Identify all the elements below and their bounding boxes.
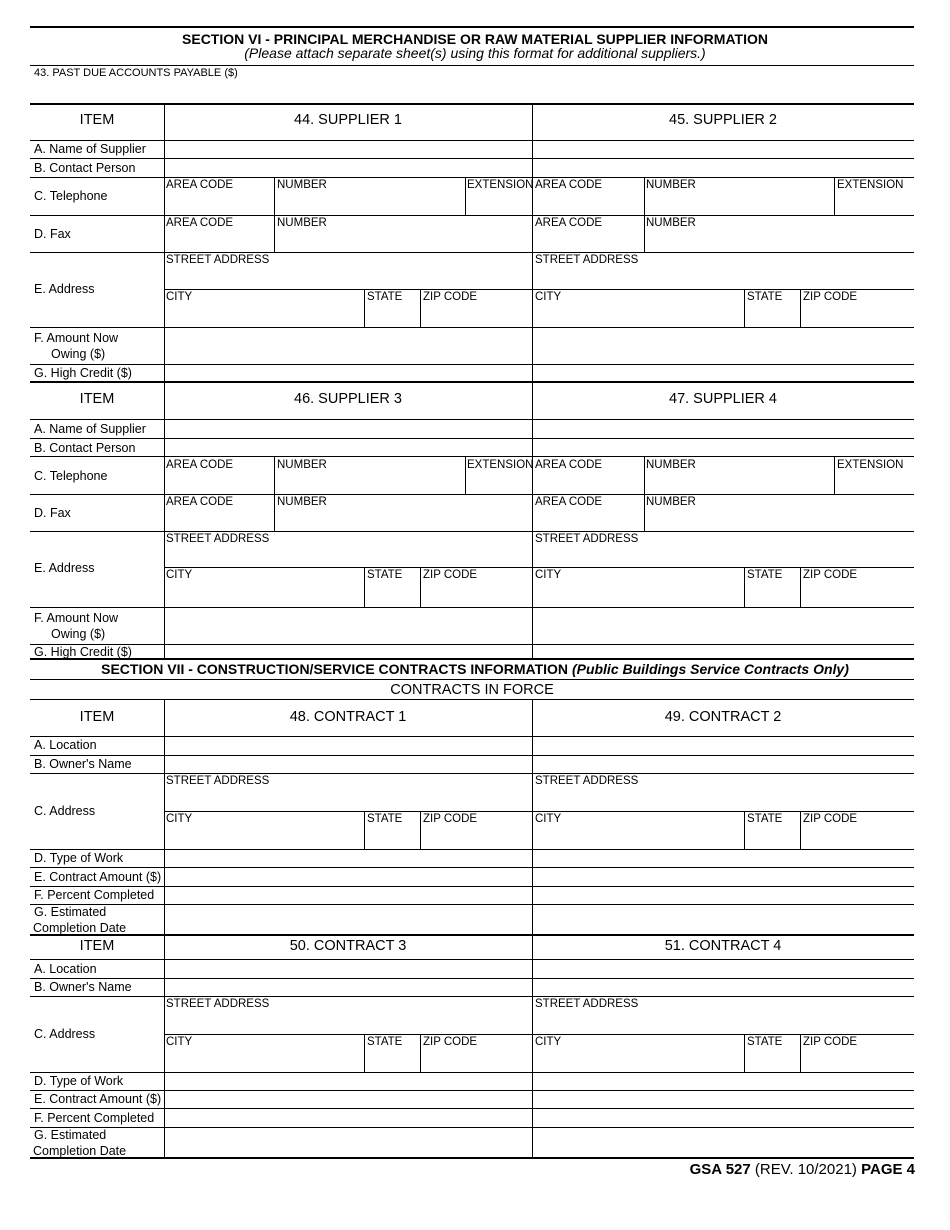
state-caption: STATE bbox=[747, 813, 783, 825]
row-line bbox=[30, 140, 914, 141]
row-estimated-completion-date bbox=[34, 905, 126, 935]
block-rule bbox=[30, 934, 914, 936]
number-caption: NUMBER bbox=[646, 459, 696, 471]
street-address-caption: STREET ADDRESS bbox=[166, 254, 270, 266]
address-divider bbox=[164, 1034, 914, 1035]
supplier-2-header: 45. SUPPLIER 2 bbox=[669, 112, 777, 128]
row-line bbox=[30, 644, 914, 645]
state-caption: STATE bbox=[367, 569, 403, 581]
row-contract-amount: E. Contract Amount ($) bbox=[34, 870, 162, 884]
row-line bbox=[30, 327, 914, 328]
row-percent-completed: F. Percent Completed bbox=[34, 1111, 155, 1125]
row-name-of-supplier: A. Name of Supplier bbox=[34, 142, 146, 156]
row-line bbox=[30, 419, 914, 420]
cell-divider bbox=[420, 567, 421, 607]
contracts-in-force-header: CONTRACTS IN FORCE bbox=[390, 682, 554, 698]
section7-divider bbox=[30, 699, 914, 700]
cell-divider bbox=[834, 456, 835, 494]
row-estimated-completion-date bbox=[34, 1128, 126, 1158]
city-caption: CITY bbox=[535, 813, 562, 825]
row-percent-completed: F. Percent Completed bbox=[34, 888, 155, 902]
top-rule bbox=[30, 26, 914, 28]
header-divider bbox=[30, 65, 914, 66]
row-line bbox=[30, 736, 914, 737]
city-caption: CITY bbox=[535, 291, 562, 303]
cell-divider bbox=[644, 177, 645, 215]
cell-divider bbox=[364, 811, 365, 849]
extension-caption: EXTENSION bbox=[467, 459, 534, 471]
row-address: E. Address bbox=[34, 282, 95, 296]
column-divider bbox=[164, 381, 165, 659]
row-type-of-work: D. Type of Work bbox=[34, 851, 124, 865]
row-line bbox=[30, 456, 914, 457]
number-caption: NUMBER bbox=[277, 217, 327, 229]
city-caption: CITY bbox=[535, 1036, 562, 1048]
cell-divider bbox=[420, 289, 421, 327]
zip-code-caption: ZIP CODE bbox=[803, 569, 858, 581]
city-caption: CITY bbox=[166, 1036, 193, 1048]
cell-divider bbox=[364, 1034, 365, 1072]
cell-divider bbox=[744, 811, 745, 849]
state-caption: STATE bbox=[747, 291, 783, 303]
row-contract-amount: E. Contract Amount ($) bbox=[34, 1092, 162, 1106]
section6-title: SECTION VI - PRINCIPAL MERCHANDISE OR RAW MATERIAL SUPPLIER INFORMATION bbox=[182, 31, 768, 47]
state-caption: STATE bbox=[367, 1036, 403, 1048]
row-line bbox=[30, 252, 914, 253]
row-line bbox=[30, 1108, 914, 1109]
cell-divider bbox=[800, 289, 801, 327]
cell-divider bbox=[744, 1034, 745, 1072]
section7-divider bbox=[30, 679, 914, 680]
row-name-of-supplier: A. Name of Supplier bbox=[34, 422, 146, 436]
row-line bbox=[30, 1127, 914, 1128]
cell-divider bbox=[644, 215, 645, 252]
row-label-line: G. Estimated bbox=[34, 1128, 107, 1142]
section7-title-bold: SECTION VII - CONSTRUCTION/SERVICE CONTRACTS INFORMATION bbox=[101, 661, 572, 677]
cell-divider bbox=[465, 456, 466, 494]
street-address-caption: STREET ADDRESS bbox=[166, 775, 270, 787]
area-code-caption: AREA CODE bbox=[535, 496, 603, 508]
zip-code-caption: ZIP CODE bbox=[423, 813, 478, 825]
city-caption: CITY bbox=[166, 291, 193, 303]
column-divider bbox=[532, 381, 533, 659]
supplier-4-header: 47. SUPPLIER 4 bbox=[669, 391, 777, 407]
number-caption: NUMBER bbox=[646, 217, 696, 229]
row-line bbox=[30, 531, 914, 532]
row-line bbox=[30, 904, 914, 905]
section6-subtitle: (Please attach separate sheet(s) using this format for additional suppliers.) bbox=[244, 45, 706, 61]
extension-caption: EXTENSION bbox=[467, 179, 534, 191]
address-divider bbox=[164, 289, 914, 290]
row-high-credit: G. High Credit ($) bbox=[34, 366, 132, 380]
area-code-caption: AREA CODE bbox=[166, 459, 234, 471]
zip-code-caption: ZIP CODE bbox=[423, 291, 478, 303]
row-line bbox=[30, 438, 914, 439]
row-line bbox=[30, 364, 914, 365]
zip-code-caption: ZIP CODE bbox=[423, 1036, 478, 1048]
area-code-caption: AREA CODE bbox=[535, 459, 603, 471]
cell-divider bbox=[465, 177, 466, 215]
row-line bbox=[30, 886, 914, 887]
supplier-1-header: 44. SUPPLIER 1 bbox=[294, 112, 402, 128]
contract-1-header: 48. CONTRACT 1 bbox=[289, 709, 407, 725]
cell-divider bbox=[274, 456, 275, 494]
block-rule bbox=[30, 381, 914, 383]
row-line bbox=[30, 773, 914, 774]
row-label-line: F. Amount Now bbox=[34, 611, 119, 625]
row-label-line: Owing ($) bbox=[51, 627, 106, 641]
zip-code-caption: ZIP CODE bbox=[423, 569, 478, 581]
city-caption: CITY bbox=[535, 569, 562, 581]
cell-divider bbox=[420, 1034, 421, 1072]
cell-divider bbox=[420, 811, 421, 849]
form-number: GSA 527 bbox=[689, 1161, 751, 1178]
row-line bbox=[30, 1072, 914, 1073]
cell-divider bbox=[364, 289, 365, 327]
row-owners-name: B. Owner's Name bbox=[34, 980, 132, 994]
column-divider bbox=[532, 934, 533, 1158]
form-revision: (REV. 10/2021) bbox=[750, 1161, 862, 1178]
row-fax: D. Fax bbox=[34, 227, 71, 241]
item-header: ITEM bbox=[79, 709, 115, 725]
cell-divider bbox=[274, 494, 275, 531]
item-header: ITEM bbox=[79, 391, 115, 407]
state-caption: STATE bbox=[747, 569, 783, 581]
row-fax: D. Fax bbox=[34, 506, 71, 520]
row-amount-now-owing bbox=[34, 611, 118, 641]
item-header: ITEM bbox=[79, 112, 115, 128]
address-divider bbox=[164, 811, 914, 812]
city-caption: CITY bbox=[166, 813, 193, 825]
row-line bbox=[30, 607, 914, 608]
cell-divider bbox=[744, 289, 745, 327]
cell-divider bbox=[274, 215, 275, 252]
row-owners-name: B. Owner's Name bbox=[34, 757, 132, 771]
row-label-line: Completion Date bbox=[33, 1144, 127, 1158]
row-line bbox=[30, 978, 914, 979]
street-address-caption: STREET ADDRESS bbox=[535, 533, 639, 545]
row-location: A. Location bbox=[34, 738, 97, 752]
column-divider bbox=[532, 699, 533, 935]
row-telephone: C. Telephone bbox=[34, 469, 108, 483]
street-address-caption: STREET ADDRESS bbox=[166, 533, 270, 545]
row-amount-now-owing bbox=[34, 331, 118, 361]
row-label-line: Completion Date bbox=[33, 921, 127, 935]
number-caption: NUMBER bbox=[646, 179, 696, 191]
row-label-line: F. Amount Now bbox=[34, 331, 119, 345]
row-line bbox=[30, 996, 914, 997]
contract-4-header: 51. CONTRACT 4 bbox=[664, 938, 782, 954]
row-line bbox=[30, 158, 914, 159]
zip-code-caption: ZIP CODE bbox=[803, 291, 858, 303]
number-caption: NUMBER bbox=[646, 496, 696, 508]
cell-divider bbox=[744, 567, 745, 607]
zip-code-caption: ZIP CODE bbox=[803, 1036, 858, 1048]
extension-caption: EXTENSION bbox=[837, 179, 904, 191]
section7-rule bbox=[30, 658, 914, 660]
bottom-rule bbox=[30, 1157, 914, 1159]
cell-divider bbox=[644, 494, 645, 531]
street-address-caption: STREET ADDRESS bbox=[535, 775, 639, 787]
row-line bbox=[30, 849, 914, 850]
street-address-caption: STREET ADDRESS bbox=[535, 998, 639, 1010]
row-line bbox=[30, 755, 914, 756]
area-code-caption: AREA CODE bbox=[166, 179, 234, 191]
area-code-caption: AREA CODE bbox=[166, 496, 234, 508]
row-line bbox=[30, 494, 914, 495]
form-footer bbox=[690, 1161, 915, 1178]
section7-title-italic: (Public Buildings Service Contracts Only) bbox=[571, 661, 849, 677]
cell-divider bbox=[834, 177, 835, 215]
cell-divider bbox=[644, 456, 645, 494]
cell-divider bbox=[274, 177, 275, 215]
extension-caption: EXTENSION bbox=[837, 459, 904, 471]
row-address: E. Address bbox=[34, 561, 95, 575]
item-header: ITEM bbox=[79, 938, 115, 954]
supplier-3-header: 46. SUPPLIER 3 bbox=[294, 391, 402, 407]
number-caption: NUMBER bbox=[277, 459, 327, 471]
zip-code-caption: ZIP CODE bbox=[803, 813, 858, 825]
street-address-caption: STREET ADDRESS bbox=[166, 998, 270, 1010]
section7-title bbox=[0, 661, 950, 677]
number-caption: NUMBER bbox=[277, 496, 327, 508]
row-line bbox=[30, 1090, 914, 1091]
area-code-caption: AREA CODE bbox=[166, 217, 234, 229]
cell-divider bbox=[800, 811, 801, 849]
state-caption: STATE bbox=[367, 813, 403, 825]
page-number: PAGE 4 bbox=[861, 1161, 915, 1178]
row-contact-person: B. Contact Person bbox=[34, 161, 136, 175]
cell-divider bbox=[364, 567, 365, 607]
column-divider bbox=[164, 103, 165, 382]
column-divider bbox=[532, 103, 533, 382]
column-divider bbox=[164, 699, 165, 935]
area-code-caption: AREA CODE bbox=[535, 179, 603, 191]
row-address: C. Address bbox=[34, 804, 96, 818]
address-divider bbox=[164, 567, 914, 568]
block-rule bbox=[30, 103, 914, 105]
row-label-line: Owing ($) bbox=[51, 347, 106, 361]
row-high-credit: G. High Credit ($) bbox=[34, 645, 132, 659]
row-line bbox=[30, 959, 914, 960]
state-caption: STATE bbox=[367, 291, 403, 303]
row-address: C. Address bbox=[34, 1027, 96, 1041]
row-line bbox=[30, 177, 914, 178]
city-caption: CITY bbox=[166, 569, 193, 581]
row-type-of-work: D. Type of Work bbox=[34, 1074, 124, 1088]
past-due-label: 43. PAST DUE ACCOUNTS PAYABLE ($) bbox=[34, 67, 238, 79]
row-telephone: C. Telephone bbox=[34, 189, 108, 203]
column-divider bbox=[164, 934, 165, 1158]
street-address-caption: STREET ADDRESS bbox=[535, 254, 639, 266]
contract-3-header: 50. CONTRACT 3 bbox=[289, 938, 407, 954]
row-location: A. Location bbox=[34, 962, 97, 976]
row-line bbox=[30, 867, 914, 868]
row-contact-person: B. Contact Person bbox=[34, 441, 136, 455]
number-caption: NUMBER bbox=[277, 179, 327, 191]
cell-divider bbox=[800, 1034, 801, 1072]
row-label-line: G. Estimated bbox=[34, 905, 107, 919]
cell-divider bbox=[800, 567, 801, 607]
state-caption: STATE bbox=[747, 1036, 783, 1048]
contract-2-header: 49. CONTRACT 2 bbox=[664, 709, 782, 725]
row-line bbox=[30, 215, 914, 216]
area-code-caption: AREA CODE bbox=[535, 217, 603, 229]
